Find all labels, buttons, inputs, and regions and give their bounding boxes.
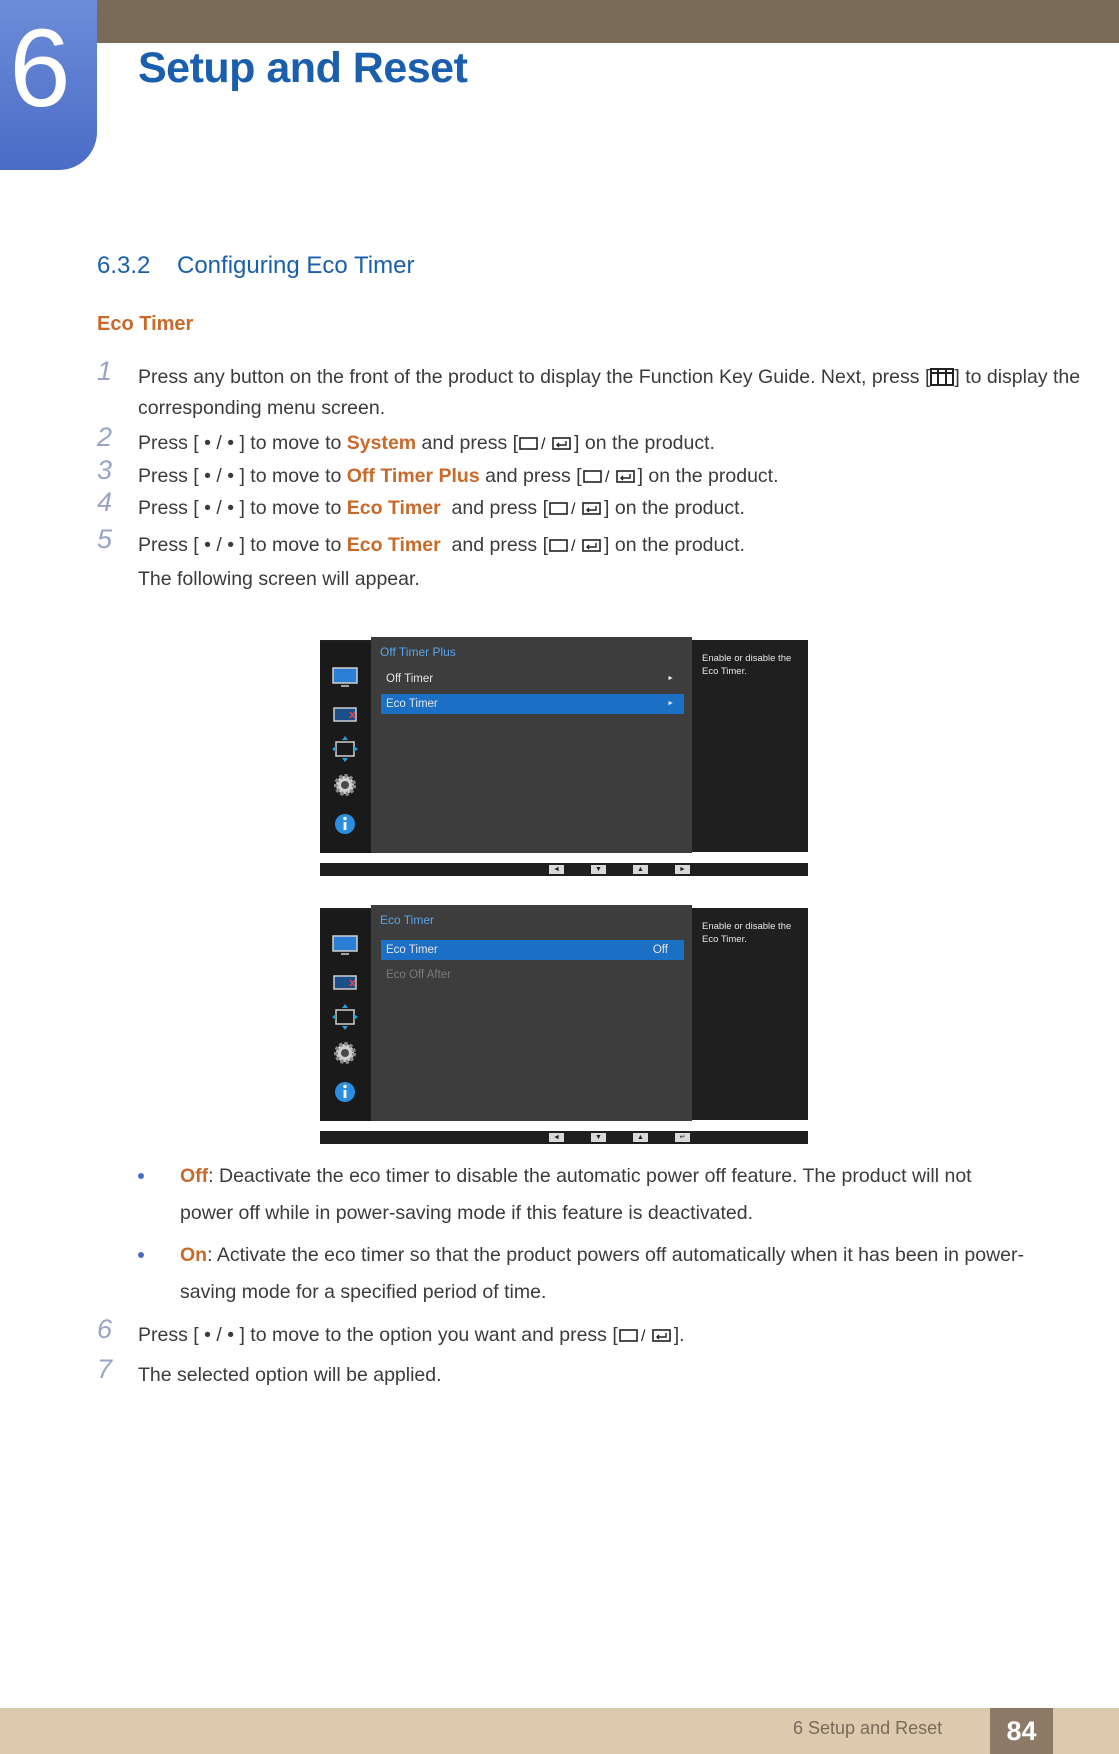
down-arrow-icon: ▼ bbox=[591, 1133, 606, 1142]
step-text: ] to move to the option you want and press [ bbox=[239, 1324, 618, 1346]
step-text: ] on the product. bbox=[604, 534, 745, 556]
following-text: The following screen will appear. bbox=[138, 568, 420, 590]
step-text: Press [ bbox=[138, 534, 199, 556]
svg-text:/: / bbox=[571, 501, 576, 517]
step-text: and press [ bbox=[440, 497, 549, 519]
bullet-dot bbox=[138, 1173, 144, 1179]
step-number: 5 bbox=[97, 524, 113, 554]
info-icon bbox=[331, 810, 359, 838]
menu-target: Off Timer Plus bbox=[346, 465, 480, 487]
gear-icon bbox=[331, 1039, 359, 1067]
enter-return-icon bbox=[618, 1326, 674, 1344]
nav-separator: / bbox=[216, 497, 222, 519]
bullet-text: : Deactivate the eco timer to disable the automatic power off feature. The product will not power off while in power-saving mode if this feature is deactivated. bbox=[180, 1165, 972, 1224]
osd-row-eco-timer[interactable] bbox=[381, 940, 684, 960]
page-number: 84 bbox=[990, 1708, 1053, 1754]
color-icon bbox=[331, 701, 359, 729]
menu-target: Eco Timer bbox=[346, 534, 441, 556]
step-number: 4 bbox=[97, 487, 113, 517]
bullet-on bbox=[138, 1237, 1025, 1313]
step-number: 1 bbox=[97, 356, 113, 386]
osd-row-value: Off bbox=[652, 944, 668, 956]
osd-key-guide bbox=[320, 1131, 808, 1144]
right-arrow-icon: ► bbox=[675, 865, 690, 874]
nav-separator: / bbox=[216, 534, 222, 556]
osd-help-text: Enable or disable the Eco Timer. bbox=[702, 921, 792, 945]
enter-return-icon bbox=[518, 434, 574, 452]
step-text: ] on the product. bbox=[604, 497, 745, 519]
step-text: ] on the product. bbox=[637, 465, 779, 487]
up-down-icon: • bbox=[204, 432, 211, 454]
color-icon bbox=[331, 969, 359, 997]
up-down-icon: • bbox=[227, 1324, 235, 1346]
osd-row-label: Eco Timer bbox=[386, 698, 438, 710]
osd-icon-column bbox=[320, 643, 371, 853]
step-number: 6 bbox=[97, 1314, 113, 1344]
step-text: and press [ bbox=[479, 465, 582, 487]
step-text: ] to move to bbox=[239, 432, 347, 454]
step-text: ] on the product. bbox=[574, 432, 715, 454]
gear-icon bbox=[331, 771, 359, 799]
step-text: ] to move to bbox=[239, 465, 347, 487]
osd-menu-panel bbox=[371, 905, 692, 1121]
picture-icon bbox=[331, 931, 359, 959]
chevron-right-icon: ► bbox=[667, 700, 674, 707]
chevron-right-icon: ► bbox=[667, 675, 674, 682]
osd-menu-title: Eco Timer bbox=[380, 913, 435, 927]
osd-row-label: Eco Off After bbox=[386, 969, 451, 981]
up-down-icon: • bbox=[204, 1324, 211, 1346]
step-text: ] to move to bbox=[239, 534, 347, 556]
up-down-icon: • bbox=[204, 534, 211, 556]
step-text: and press [ bbox=[440, 534, 549, 556]
enter-return-icon bbox=[548, 499, 604, 517]
svg-text:/: / bbox=[571, 538, 576, 554]
up-arrow-icon: ▲ bbox=[633, 865, 648, 874]
enter-return-icon bbox=[548, 536, 604, 554]
step-text: Press any button on the front of the product to display the Function Key Guide. Next, press [ bbox=[138, 366, 931, 388]
step-text: Press [ bbox=[138, 497, 199, 519]
up-down-icon: • bbox=[204, 465, 211, 487]
osd-row-eco-off-after[interactable] bbox=[381, 965, 684, 985]
step-text: ] to display the corresponding menu screen. bbox=[138, 366, 1081, 419]
bullet-term: Off bbox=[180, 1165, 209, 1187]
up-down-icon: • bbox=[227, 497, 235, 519]
svg-text:/: / bbox=[604, 469, 610, 485]
up-down-icon: • bbox=[227, 465, 235, 487]
menu-icon bbox=[930, 368, 954, 386]
osd-row-label: Eco Timer bbox=[386, 944, 438, 956]
size-position-icon bbox=[331, 735, 359, 763]
up-down-icon: • bbox=[227, 432, 235, 454]
nav-separator: / bbox=[216, 1324, 222, 1346]
up-arrow-icon: ▲ bbox=[633, 1133, 648, 1142]
up-down-icon: • bbox=[227, 534, 235, 556]
bullet-off bbox=[138, 1158, 1018, 1234]
osd-screen-1 bbox=[320, 640, 808, 876]
osd-row-off-timer[interactable] bbox=[381, 669, 684, 689]
bullet-text: : Activate the eco timer so that the product powers off automatically when it has been in power-saving mode for a specified period of time. bbox=[180, 1244, 1025, 1303]
section-number: 6.3.2 bbox=[97, 252, 151, 279]
subsection-title: Eco Timer bbox=[97, 313, 194, 335]
up-down-icon: • bbox=[204, 497, 211, 519]
osd-icon-column bbox=[320, 911, 371, 1121]
chapter-tab bbox=[0, 0, 97, 170]
enter-return-icon bbox=[582, 467, 638, 485]
step-text: Press [ bbox=[138, 1324, 199, 1346]
osd-key-guide bbox=[320, 863, 808, 876]
left-arrow-icon: ◄ bbox=[549, 1133, 564, 1142]
enter-icon: ↵ bbox=[675, 1133, 690, 1142]
step-text: Press [ bbox=[138, 432, 199, 454]
menu-target: System bbox=[346, 432, 417, 454]
bullet-dot bbox=[138, 1252, 144, 1258]
step-number: 3 bbox=[97, 455, 113, 485]
nav-separator: / bbox=[216, 432, 222, 454]
bullet-term: On bbox=[180, 1244, 208, 1266]
step-text: ]. bbox=[673, 1324, 685, 1346]
chapter-title: Setup and Reset bbox=[138, 44, 468, 92]
step-number: 7 bbox=[97, 1354, 113, 1384]
osd-row-label: Off Timer bbox=[386, 673, 434, 685]
osd-menu-title: Off Timer Plus bbox=[380, 645, 456, 659]
section-heading bbox=[97, 252, 414, 280]
menu-target: Eco Timer bbox=[346, 497, 441, 519]
step-number: 2 bbox=[97, 422, 113, 452]
size-position-icon bbox=[331, 1003, 359, 1031]
osd-help-text: Enable or disable the Eco Timer. bbox=[702, 653, 792, 677]
osd-row-eco-timer[interactable] bbox=[381, 694, 684, 714]
info-icon bbox=[331, 1078, 359, 1106]
down-arrow-icon: ▼ bbox=[591, 865, 606, 874]
chapter-number: 6 bbox=[9, 7, 71, 130]
osd-screen-2 bbox=[320, 908, 808, 1144]
nav-separator: / bbox=[216, 465, 222, 487]
osd-menu-panel bbox=[371, 637, 692, 853]
footer-chapter-label: 6 Setup and Reset bbox=[793, 1718, 943, 1738]
header-bar bbox=[0, 0, 1119, 43]
step-text: and press [ bbox=[416, 432, 519, 454]
footer-bar bbox=[0, 1708, 1119, 1754]
svg-text:/: / bbox=[541, 436, 546, 452]
svg-text:/: / bbox=[640, 1328, 646, 1344]
step-text: Press [ bbox=[138, 465, 199, 487]
step-text: The selected option will be applied. bbox=[138, 1364, 442, 1386]
section-title: Configuring Eco Timer bbox=[177, 252, 415, 279]
step-text: ] to move to bbox=[239, 497, 347, 519]
picture-icon bbox=[331, 663, 359, 691]
left-arrow-icon: ◄ bbox=[549, 865, 564, 874]
